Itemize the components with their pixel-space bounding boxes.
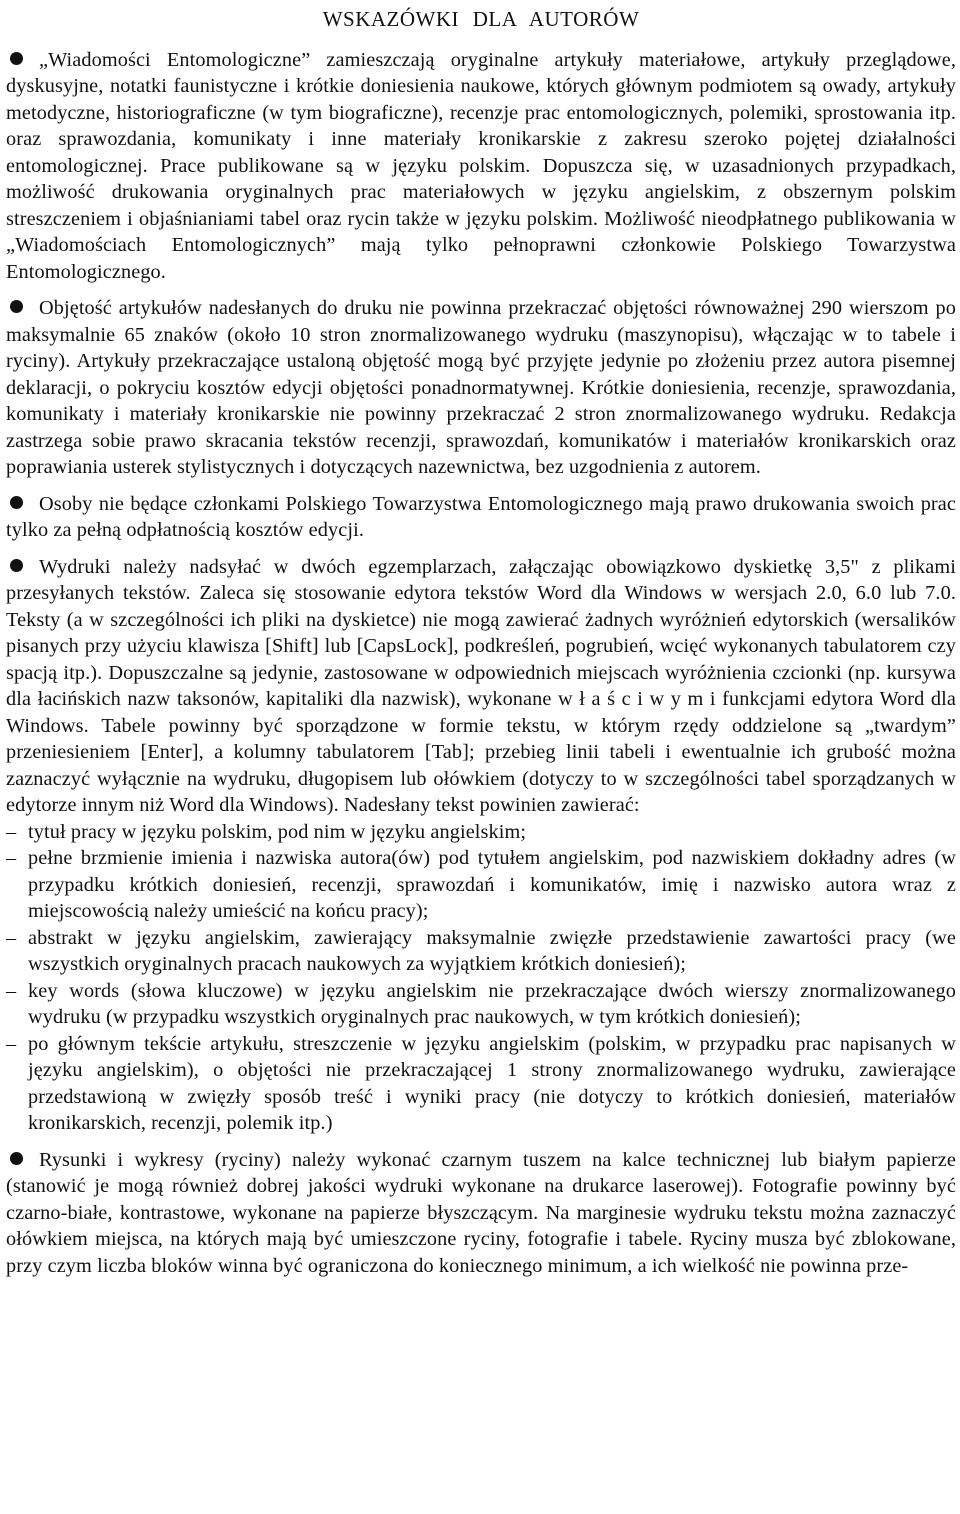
paragraph-non-members xyxy=(6,491,956,544)
dash-marker: – xyxy=(6,1032,17,1055)
dash-marker: – xyxy=(6,820,17,843)
requirements-list xyxy=(6,819,956,1137)
list-item xyxy=(6,978,956,1031)
bullet-icon xyxy=(10,52,23,65)
list-item xyxy=(6,819,956,846)
list-item-text: key words (słowa kluczowe) w języku angielskim nie przekraczające dwóch wierszy znormalizowanego wydruku (w przypadku wszystkich oryginalnych prac naukowych, w tym krótkich doniesień); xyxy=(28,979,956,1028)
bullet-icon xyxy=(10,300,23,313)
dash-marker: – xyxy=(6,847,17,869)
paragraph-printouts xyxy=(6,554,956,819)
bullet-icon xyxy=(10,559,23,572)
paragraph-length xyxy=(6,295,956,481)
paragraph-text: „Wiadomości Entomologiczne” zamieszczają oryginalne artykuły materiałowe, artykuły przeglądowe, dyskusyjne, notatki faunistyczne i krótkie doniesienia naukowe, których głównym podmiotem są owady, artykuły metodyczne, historiograficzne (w tym biograficzne), recenzje prac entomologicznych, polemiki, sprostowania itp. oraz sprawozdania, komunikaty i inne materiały kronikarskie z zakresu szeroko pojętej działalności entomologicznej. Prace publikowane są w języku polskim. Dopuszcza się, w uzasadnionych przypadkach, możliwość drukowania oryginalnych prac materiałowych w języku angielskim, z obszernym polskim streszczeniem i objaśnianiami tabel oraz rycin także w języku polskim. Możliwość nieodpłatnego publikowania w „Wiadomościach Entomologicznych” mają tylko pełnoprawni członkowie Polskiego Towarzystwa Entomologicznego. xyxy=(6,48,956,283)
paragraph-scope xyxy=(6,47,956,286)
list-item-text: po głównym tekście artykułu, streszczenie w języku angielskim (polskim, w przypadku prac napisanych w języku angielskim), o objętości nie przekraczającej 1 strony znormalizowanego wydruku, zawierające przedstawioną w zwięzły sposób treść i wyniki pracy (nie dotyczy to krótkich doniesień, materiałów kronikarskich, recenzji, polemik itp.) xyxy=(28,1032,956,1134)
dash-marker: – xyxy=(6,979,17,1002)
list-item-text: pełne brzmienie imienia i nazwiska autora(ów) pod tytułem angielskim, pod nazwiskiem dokładny adres (w przypadku krótkich doniesień, recenzji, sprawozdań i komunikatów, imię i nazwisko autora wraz z miejscowością należy umieścić na końcu pracy); xyxy=(28,847,956,922)
list-item xyxy=(6,1031,956,1137)
paragraph-text: Rysunki i wykresy (ryciny) należy wykonać czarnym tuszem na kalce technicznej lub białym papierze (stanowić je mogą również dobrej jakości wydruki wykonane na drukarce laserowej). Fotografie powinny być czarno-białe, kontrastowe, wykonane na papierze błyszczącym. Na marginesie wydruku tekstu można zaznaczyć ołówkiem miejsca, na których mają być umieszczone ryciny, fotografie i tabele. Ryciny musza być zblokowane, przy czym liczba bloków winna być ograniczona do koniecznego minimum, a ich wielkość nie powinna prze- xyxy=(6,1148,956,1277)
bullet-icon xyxy=(10,496,23,509)
dash-marker: – xyxy=(6,926,17,949)
bullet-icon xyxy=(10,1152,23,1165)
paragraph-figures xyxy=(6,1147,956,1280)
paragraph-text: Osoby nie będące członkami Polskiego Towarzystwa Entomologicznego mają prawo drukowania swoich prac tylko za pełną odpłatnością kosztów edycji. xyxy=(6,492,956,541)
page-title: WSKAZÓWKI DLA AUTORÓW xyxy=(322,7,640,31)
paragraph-text: Wydruki należy nadsyłać w dwóch egzemplarzach, załączając obowiązkowo dyskietkę 3,5" z plikami przesyłanych tekstów. Zaleca się stosowanie edytora tekstów Word dla Windows w wersjach 2.0, 6.0 lub 7.0. Teksty (a w szczególności ich pliki na dyskietce) nie mogą zawierać żadnych wyróżnień edytorskich (wersalików pisanych przy użyciu klawisza [Shift] lub [CapsLock], podkreśleń, pogrubień, wcięć wykonanych tabulatorem czy spacją itp.). Dopuszczalne są jedynie, zastosowane w odpowiednich miejscach wyróżnienia czcionki (np. kursywa dla łacińskich nazw taksonów, kapitaliki dla nazwisk), wykonane w ł a ś c i w y m i funkcjami edytora Word dla Windows. Tabele powinny być sporządzone w formie tekstu, w którym rzędy oddzielone są „twardym” przeniesieniem [Enter], a kolumny tabulatorem [Tab]; przebieg linii tabeli i ewentualnie ich grubość można zaznaczyć wyłącznie na wydruku, długopisem lub ołówkiem (dotyczy to w szczególności tabel sporządzanych w edytorze innym niż Word dla Windows). Nadesłany tekst powinien zawierać: xyxy=(6,555,956,816)
list-item xyxy=(6,845,956,925)
list-item-text: abstrakt w języku angielskim, zawierający maksymalnie zwięzłe przedstawienie zawartości pracy (we wszystkich oryginalnych pracach naukowych za wyjątkiem krótkich doniesień); xyxy=(28,926,956,975)
paragraph-text: Objętość artykułów nadesłanych do druku nie powinna przekraczać objętości równoważnej 290 wierszom po maksymalnie 65 znaków (około 10 stron znormalizowanego wydruku (maszynopisu), włączając w to tabele i ryciny). Artykuły przekraczające ustaloną objętość mogą być przyjęte jedynie po złożeniu przez autora pisemnej deklaracji, o pokryciu kosztów edycji objętości ponadnormatywnej. Krótkie doniesienia, recenzje, sprawozdania, komunikaty i materiały kronikarskie nie powinny przekraczać 2 stron znormalizowanego wydruku. Redakcja zastrzega sobie prawo skracania tekstów recenzji, sprawozdań, komunikatów i materiałów kronikarskich oraz poprawiania usterek stylistycznych i dotyczących nazewnictwa, bez uzgodnienia z autorem. xyxy=(6,297,956,478)
list-item xyxy=(6,925,956,978)
list-item-text: tytuł pracy w języku polskim, pod nim w języku angielskim; xyxy=(28,820,527,843)
